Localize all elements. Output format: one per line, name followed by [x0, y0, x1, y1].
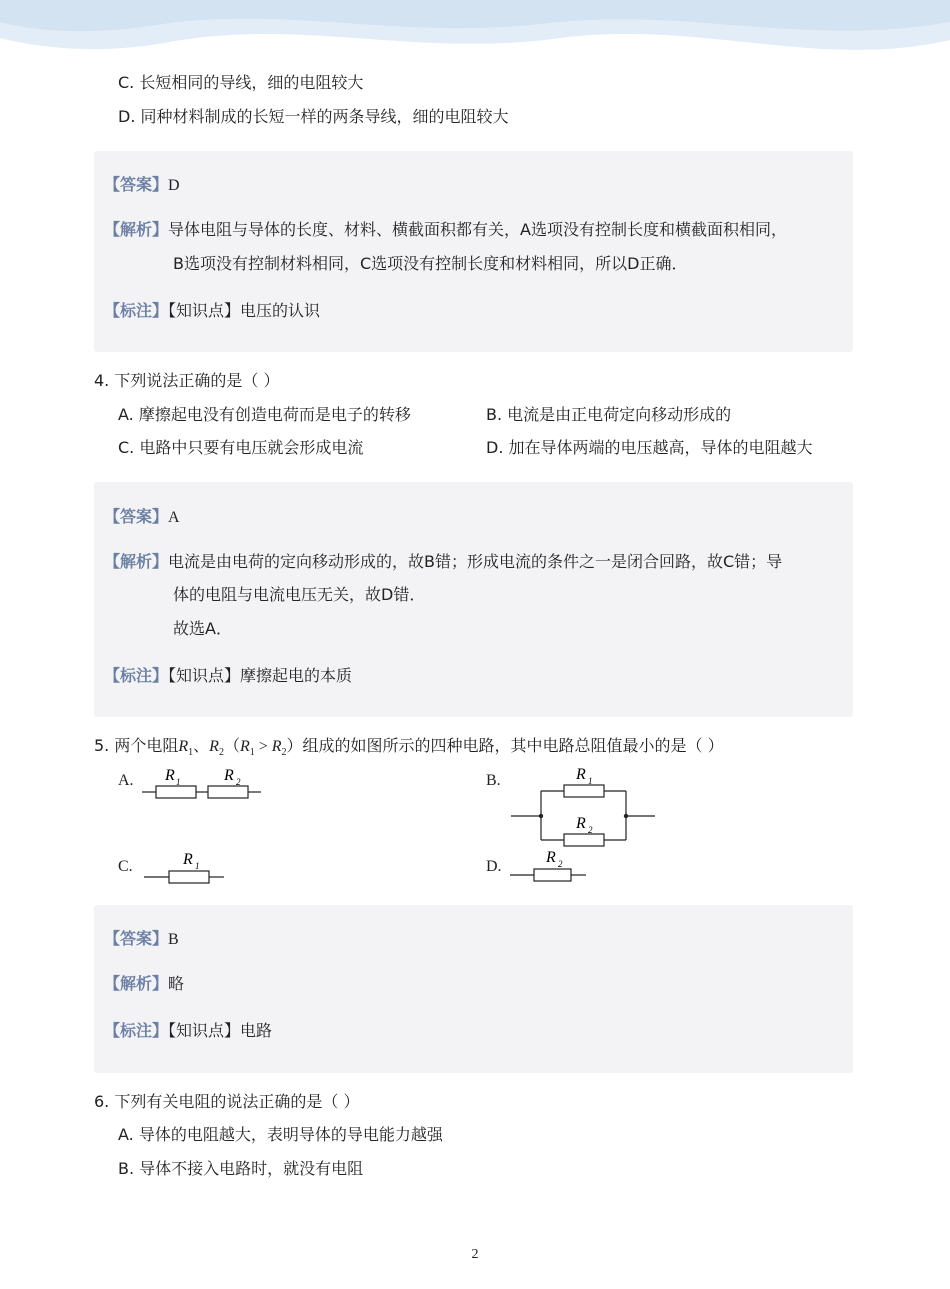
note-tag: 【标注】	[104, 1021, 169, 1040]
label-r1-sub: 1	[195, 861, 200, 871]
q4-answer: A	[168, 509, 180, 526]
analysis-tag: 【解析】	[104, 974, 169, 993]
page-number: 2	[471, 1247, 479, 1262]
q5-analysis: 略	[168, 974, 185, 993]
q5-option-c-label: C.	[118, 858, 133, 875]
q5-note-row	[104, 1021, 272, 1041]
q3-option-d: D. 同种材料制成的长短一样的两条导线，细的电阻较大	[118, 107, 509, 126]
q5-stem-r2: R	[209, 738, 219, 755]
label-r2-sub: 2	[236, 777, 241, 787]
answer-tag: 【答案】	[104, 507, 169, 526]
q6-option-b: B. 导体不接入电路时，就没有电阻	[118, 1159, 364, 1178]
q4-option-d: D. 加在导体两端的电压越高，导体的电阻越大	[486, 438, 813, 457]
q4-note-row	[104, 666, 352, 686]
q5-stem-paren: （	[223, 736, 240, 755]
q4-option-c: C. 电路中只要有电压就会形成电流	[118, 438, 364, 457]
q3-note: 【知识点】电压的认识	[168, 301, 321, 320]
q3-analysis-line-2: B选项没有控制材料相同，C选项没有控制长度和材料相同，所以D正确．	[173, 254, 688, 273]
q5-stem-pre: 5. 两个电阻	[94, 736, 179, 755]
q4-stem: 4. 下列说法正确的是（ ）	[94, 371, 280, 390]
resistor-r2	[534, 869, 571, 881]
circuit-c-r1	[142, 846, 227, 886]
q4-analysis-row	[104, 552, 782, 572]
header-wave-decoration	[0, 0, 950, 70]
resistor-r1	[156, 786, 196, 798]
q3-answer-box	[94, 151, 853, 352]
analysis-tag: 【解析】	[104, 552, 169, 571]
q4-analysis-line-3: 故选A．	[173, 619, 232, 638]
q5-stem-sub2: 2	[218, 747, 224, 759]
label-r1-sub: 1	[176, 777, 181, 787]
q4-analysis-line-2: 体的电阻与电流电压无关，故D错．	[173, 585, 426, 604]
q4-answer-row	[104, 507, 180, 528]
q5-answer-box	[94, 905, 853, 1073]
answer-tag: 【答案】	[104, 175, 169, 194]
q6-stem: 6. 下列有关电阻的说法正确的是（ ）	[94, 1092, 360, 1111]
q4-option-b: B. 电流是由正电荷定向移动形成的	[486, 405, 732, 424]
note-tag: 【标注】	[104, 301, 169, 320]
q5-option-b-label: B.	[486, 772, 501, 789]
q5-answer-row	[104, 929, 179, 950]
q5-stem-r1: R	[178, 738, 189, 755]
label-r2-sub: 2	[558, 859, 563, 869]
resistor-r1	[564, 785, 604, 797]
q5-option-d-label: D.	[486, 858, 502, 875]
q4-analysis-line-1: 电流是由电荷的定向移动形成的，故B错；形成电流的条件之一是闭合回路，故C错；导	[168, 552, 783, 571]
q5-stem-cmp-r1: R	[239, 738, 250, 755]
label-r1-sub: 1	[588, 776, 593, 786]
q3-analysis-row	[104, 220, 787, 240]
q5-stem-cmp-r2: R	[271, 738, 282, 755]
analysis-tag: 【解析】	[104, 220, 169, 239]
q4-note: 【知识点】摩擦起电的本质	[168, 666, 353, 685]
q5-stem-cmp-sub1: 1	[249, 747, 255, 759]
q5-answer: B	[168, 931, 179, 948]
q3-note-row	[104, 301, 320, 321]
q5-option-a-label: A.	[118, 772, 134, 789]
label-r2: R	[576, 815, 586, 832]
label-r2-sub: 2	[588, 825, 593, 835]
label-r2: R	[546, 849, 556, 866]
q5-analysis-row	[104, 974, 184, 994]
circuit-b-parallel	[508, 760, 658, 852]
q5-stem-sep: 、	[193, 736, 210, 755]
label-r1: R	[576, 766, 586, 783]
label-r2: R	[224, 767, 234, 784]
label-r1: R	[165, 767, 175, 784]
resistor-r2	[208, 786, 248, 798]
answer-tag: 【答案】	[104, 929, 169, 948]
q3-analysis-line-1: 导体电阻与导体的长度、材料、横截面积都有关，A选项没有控制长度和横截面积相同，	[168, 220, 787, 239]
q6-option-a: A. 导体的电阻越大，表明导体的导电能力越强	[118, 1125, 443, 1144]
q3-answer-row	[104, 175, 180, 196]
resistor-r1	[169, 871, 209, 883]
circuit-d-r2	[508, 844, 590, 884]
q3-answer: D	[168, 177, 180, 194]
q3-option-c: C. 长短相同的导线，细的电阻较大	[118, 73, 364, 92]
circuit-a-series	[140, 760, 265, 805]
note-tag: 【标注】	[104, 666, 169, 685]
q4-option-a: A. 摩擦起电没有创造电荷而是电子的转移	[118, 405, 411, 424]
label-r1: R	[183, 851, 193, 868]
q5-stem-cmp-sub2: 2	[281, 747, 287, 759]
q5-stem-sub1: 1	[188, 747, 194, 759]
q5-stem-gt: >	[254, 738, 272, 755]
q5-stem-post: ）组成的如图所示的四种电路，其中电路总阻值最小的是（ ）	[286, 736, 724, 755]
q5-note: 【知识点】电路	[168, 1021, 273, 1040]
